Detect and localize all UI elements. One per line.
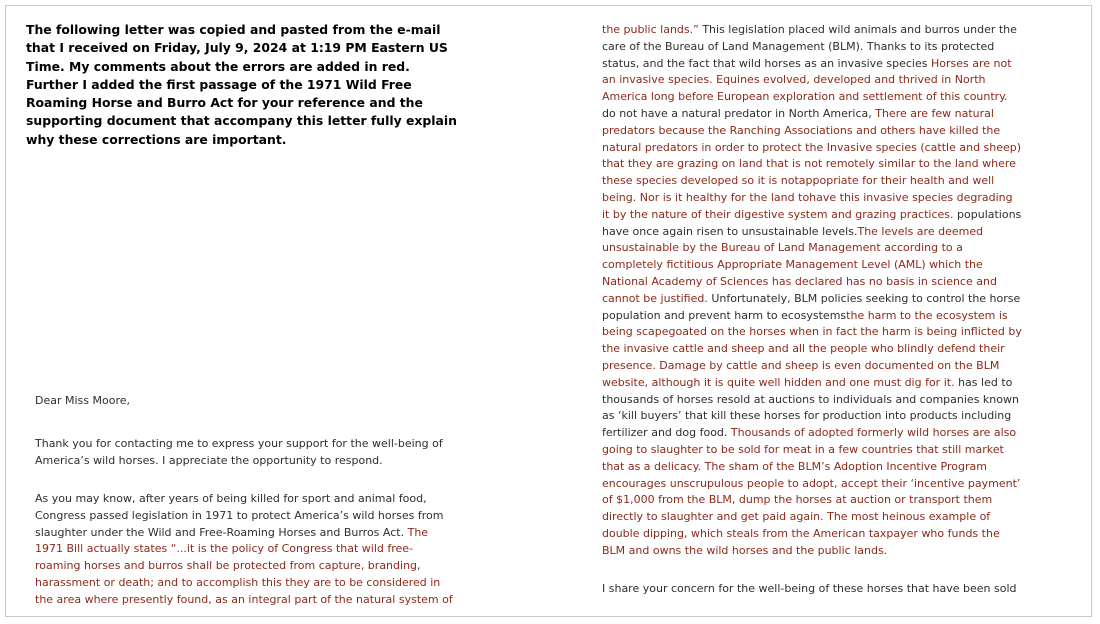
letter-paragraph-4: I share your concern for the well-being of these horses that have been sold [602, 582, 1017, 595]
correction-comment: the public lands.” [602, 23, 699, 36]
correction-comment: The 1971 Bill actually states “...it is the policy of Congress that wild free-roaming horses and burros shall be protected from capture, branding, harassment or death; and to accomplish this they are to be considered in the area where presently found, as an integral part of the natural system of [35, 525, 453, 606]
correction-comment: Horses are not an invasive species. Equines evolved, developed and thrived in North America long before European exploration and settlement of this country. [602, 56, 1012, 104]
letter-text: has led to thousands of horses resold at auctions to individuals and companies known as ‘kill buyers’ that kill these horses for production into products including fertilizer and dog food. [602, 375, 1019, 440]
letter-text: do not have a natural predator in North America, [602, 106, 876, 120]
correction-comment: the harm to the ecosystem is being scapegoated on the horses when in fact the harm is being inflicted by the invasive cattle and sheep and all the people who blindly defend their presence. Damage by cattle and sheep is even documented on the BLM website, although it is quite well hidden and one must dig for it. [602, 308, 1022, 389]
letter-paragraph-1: Thank you for contacting me to express your support for the well-being of America’s wild horses. I appreciate the opportunity to respond. [35, 437, 443, 467]
letter-text: populations have once again risen to unsustainable levels. [602, 207, 1022, 238]
document-frame [5, 5, 1092, 617]
intro-note: The following letter was copied and pasted from the e-mail that I received on Friday, July 9, 2024 at 1:19 PM Eastern US Time. My comments about the errors are added in red. Further I added the first passage of the 1971 Wild Free Roaming Horse and Burro Act for your reference and the supporting document that accompany this letter fully explain why these corrections are important. [26, 22, 457, 147]
letter-text: This legislation placed wild animals and burros under the care of the Bureau of Land Management (BLM). Thanks to its protected status, and the fact that wild horses as an invasive species [602, 23, 1017, 70]
letter-paragraph-3 [602, 22, 1022, 560]
correction-comment: There are few natural predators because the Ranching Associations and others have killed the natural predators in order to protect the Invasive species (cattle and sheep) that they are grazing on land that is not remotely similar to the land where these species developed so it is notappopriate for their health and well being. Nor is it healthy for the land tohave this invasive species degrading it by the nature of their digestive system and grazing practices. [602, 106, 1022, 221]
letter-text: As you may know, after years of being killed for sport and animal food, Congress passed legislation in 1971 to protect America’s wild horses from slaughter under the Wild and Free-Roaming Horses and Burros Act. [35, 492, 444, 539]
correction-comment: The levels are deemed unsustainable by the Bureau of Land Management according to a completely fictitious Appropriate Management Level (AML) which the National Academy of Sciences has declared has no basis in science and cannot be justified. [602, 224, 997, 305]
letter-greeting: Dear Miss Moore, [35, 394, 130, 407]
letter-paragraph-2 [35, 491, 455, 609]
correction-comment: Thousands of adopted formerly wild horses are also going to slaughter to be sold for meat in a few countries that still market that as a delicacy. The sham of the BLM’s Adoption Incentive Program encourages unscrupulous people to adopt, accept their ‘incentive payment’ of $1,000 from the BLM, dump the horses at auction or transport them directly to slaughter and get paid again. The most heinous example of double dipping, which steals from the American taxpayer who funds the BLM and owns the wild horses and the public lands. [602, 426, 1021, 557]
letter-text: Unfortunately, BLM policies seeking to control the horse population and prevent harm to ecosystems [602, 291, 1021, 322]
